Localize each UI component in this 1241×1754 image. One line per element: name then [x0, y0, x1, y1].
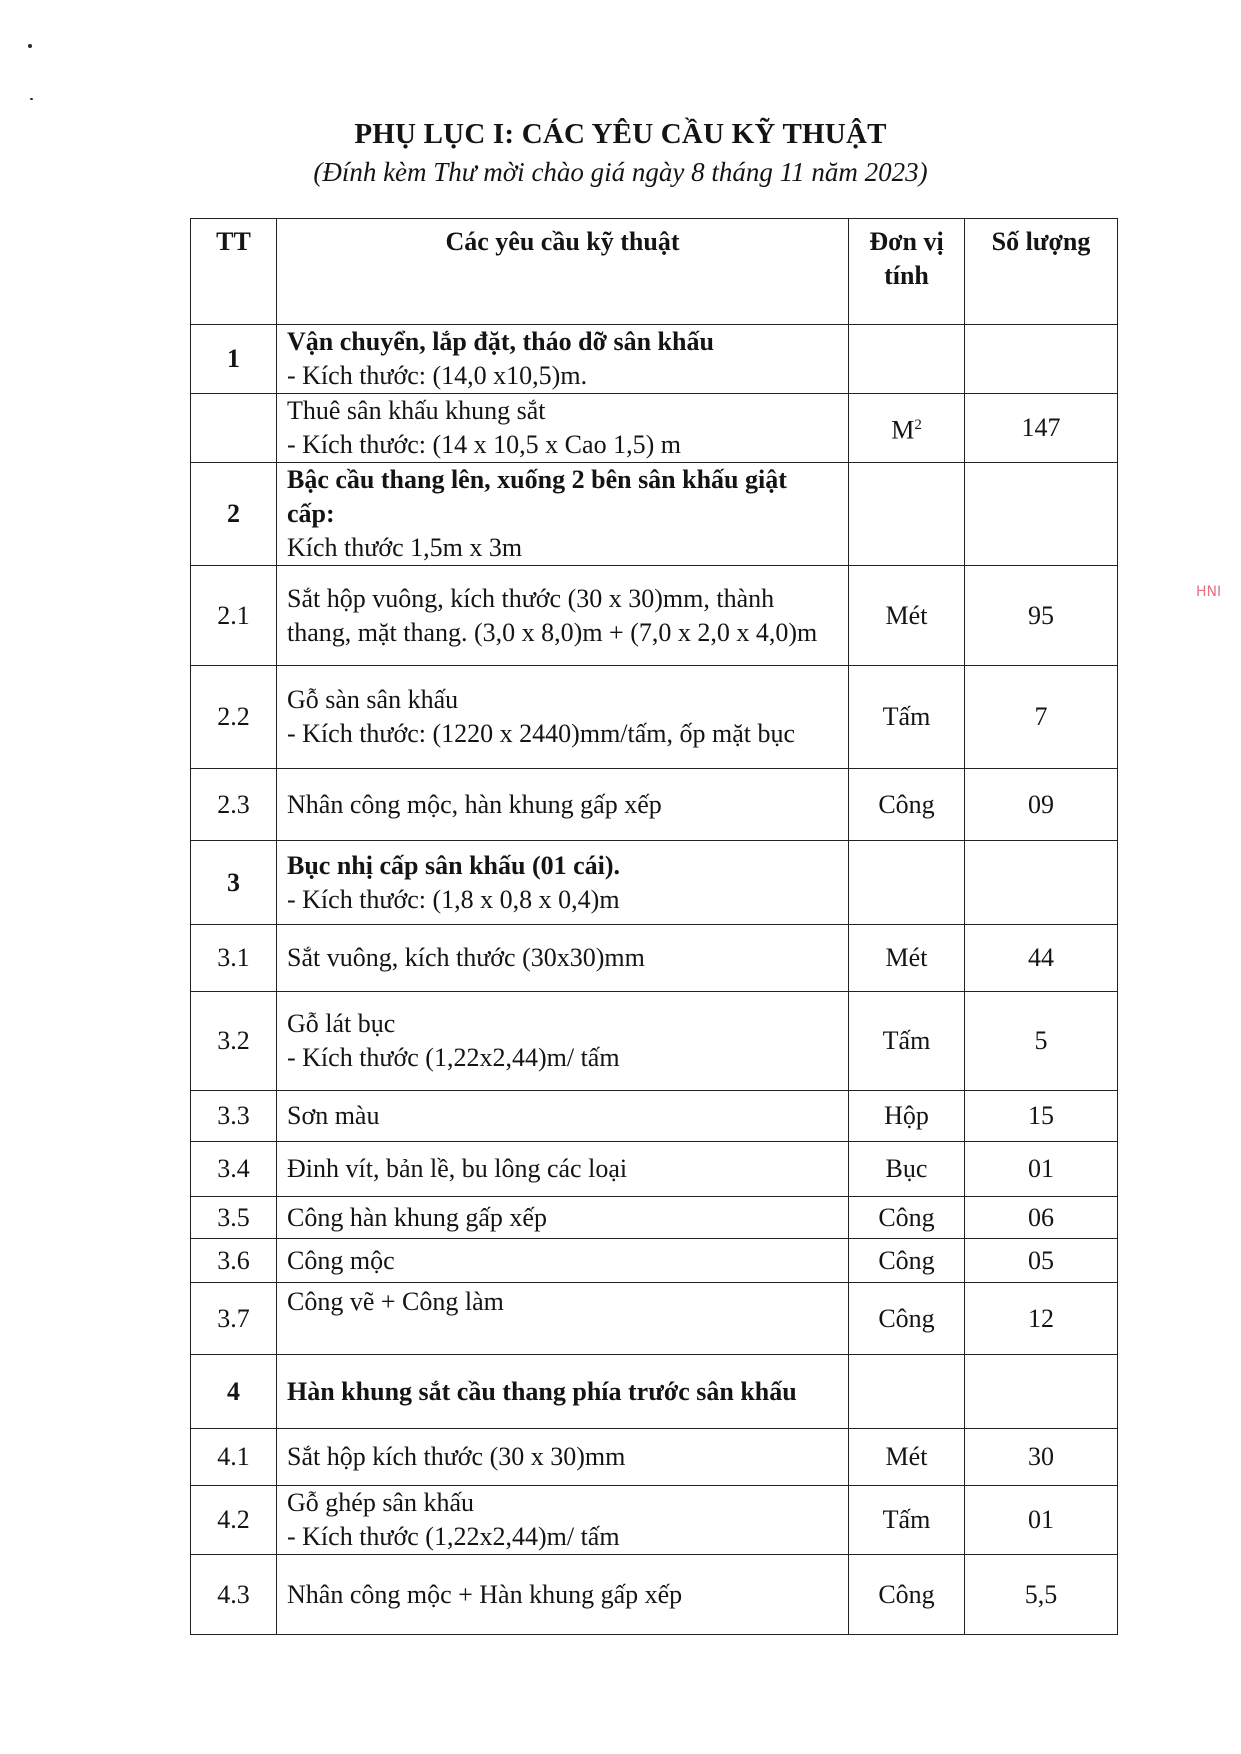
- row-quantity: 06: [965, 1197, 1118, 1239]
- table-row: [191, 1239, 1118, 1283]
- row-tt: 3.4: [191, 1142, 277, 1197]
- row-tt: 2.2: [191, 666, 277, 769]
- row-description-line: - Kích thước (1,22x2,44)m/ tấm: [287, 1522, 620, 1551]
- row-description: Đinh vít, bản lề, bu lông các loại: [277, 1142, 849, 1197]
- row-tt: 4.1: [191, 1429, 277, 1486]
- row-description: [277, 463, 849, 566]
- row-quantity: 44: [965, 925, 1118, 992]
- table-row: [191, 1555, 1118, 1635]
- row-quantity: 5: [965, 992, 1118, 1091]
- table-row: [191, 769, 1118, 841]
- row-tt: 3: [191, 841, 277, 925]
- row-unit: Công: [849, 1283, 965, 1355]
- row-description-line: - Kích thước: (1220 x 2440)mm/tấm, ốp mặt bục: [287, 719, 796, 748]
- row-quantity: 01: [965, 1142, 1118, 1197]
- row-unit: Công: [849, 1197, 965, 1239]
- stamp-mark: HNI: [1196, 584, 1222, 600]
- scan-speck: [28, 44, 32, 48]
- row-tt: 3.1: [191, 925, 277, 992]
- table-row: [191, 1283, 1118, 1355]
- table-header-row: [191, 219, 1118, 325]
- header-unit: [849, 219, 965, 325]
- row-tt: 2.1: [191, 566, 277, 666]
- row-unit: Tấm: [849, 666, 965, 769]
- row-quantity: 09: [965, 769, 1118, 841]
- row-description-line: Vận chuyển, lắp đặt, tháo dỡ sân khấu: [287, 327, 714, 356]
- row-quantity: 01: [965, 1486, 1118, 1555]
- row-description-line: - Kích thước: (14,0 x10,5)m.: [287, 361, 588, 390]
- row-quantity: 12: [965, 1283, 1118, 1355]
- row-description: Sơn màu: [277, 1091, 849, 1142]
- table-row: [191, 1429, 1118, 1486]
- row-tt: 4.3: [191, 1555, 277, 1635]
- row-description: Nhân công mộc + Hàn khung gấp xếp: [277, 1555, 849, 1635]
- table-row: [191, 463, 1118, 566]
- table-row: [191, 1486, 1118, 1555]
- row-quantity: 95: [965, 566, 1118, 666]
- row-unit: [849, 1355, 965, 1429]
- row-tt: 3.5: [191, 1197, 277, 1239]
- header-unit-line2: tính: [884, 261, 929, 290]
- row-unit: Mét: [849, 925, 965, 992]
- row-description-line: - Kích thước (1,22x2,44)m/ tấm: [287, 1043, 620, 1072]
- table-row: [191, 325, 1118, 394]
- row-tt: 2.3: [191, 769, 277, 841]
- row-description-line: Gỗ sàn sân khấu: [287, 685, 459, 714]
- row-description-line: Bậc cầu thang lên, xuống 2 bên sân khấu giật cấp:: [287, 465, 787, 528]
- row-description: Sắt vuông, kích thước (30x30)mm: [277, 925, 849, 992]
- requirements-table: [190, 218, 1118, 1635]
- table-row: [191, 666, 1118, 769]
- row-quantity: 147: [965, 394, 1118, 463]
- row-description-line: Kích thước 1,5m x 3m: [287, 533, 523, 562]
- row-unit: Tấm: [849, 1486, 965, 1555]
- row-description: Công vẽ + Công làm: [277, 1283, 849, 1355]
- header-unit-line1: Đơn vị: [869, 227, 944, 256]
- row-unit: Công: [849, 1239, 965, 1283]
- row-description: Sắt hộp kích thước (30 x 30)mm: [277, 1429, 849, 1486]
- row-description: [277, 325, 849, 394]
- row-tt: 2: [191, 463, 277, 566]
- row-description: [277, 394, 849, 463]
- row-tt: 3.3: [191, 1091, 277, 1142]
- row-description: Sắt hộp vuông, kích thước (30 x 30)mm, thành thang, mặt thang. (3,0 x 8,0)m + (7,0 x 2,0 x 4,0)m: [277, 566, 849, 666]
- row-quantity: 5,5: [965, 1555, 1118, 1635]
- scan-speck: [30, 98, 33, 100]
- row-description-line: - Kích thước: (14 x 10,5 x Cao 1,5) m: [287, 430, 681, 459]
- row-tt: 4.2: [191, 1486, 277, 1555]
- table-row: [191, 992, 1118, 1091]
- row-description-line: Gỗ lát bục: [287, 1009, 396, 1038]
- row-unit: [849, 394, 965, 463]
- row-quantity: [965, 325, 1118, 394]
- row-tt: 3.6: [191, 1239, 277, 1283]
- unit-text: M: [891, 415, 915, 445]
- table-row: [191, 841, 1118, 925]
- row-unit: Mét: [849, 1429, 965, 1486]
- table-row: [191, 1142, 1118, 1197]
- row-tt: 3.7: [191, 1283, 277, 1355]
- page-title: PHỤ LỤC I: CÁC YÊU CẦU KỸ THUẬT: [354, 118, 887, 150]
- table-row: [191, 394, 1118, 463]
- row-description-line: - Kích thước: (1,8 x 0,8 x 0,4)m: [287, 884, 620, 914]
- unit-superscript: 2: [914, 417, 922, 434]
- row-unit: Công: [849, 769, 965, 841]
- row-description-line: Gỗ ghép sân khấu: [287, 1488, 475, 1517]
- row-unit: Bục: [849, 1142, 965, 1197]
- row-quantity: 30: [965, 1429, 1118, 1486]
- table-row: [191, 566, 1118, 666]
- row-quantity: 05: [965, 1239, 1118, 1283]
- row-description: [277, 1486, 849, 1555]
- row-tt: [191, 394, 277, 463]
- header-quantity: Số lượng: [965, 219, 1118, 325]
- row-quantity: [965, 1355, 1118, 1429]
- row-tt: 1: [191, 325, 277, 394]
- row-unit: [849, 463, 965, 566]
- row-quantity: [965, 463, 1118, 566]
- row-description: Hàn khung sắt cầu thang phía trước sân khấu: [277, 1355, 849, 1429]
- row-unit: Tấm: [849, 992, 965, 1091]
- row-unit: Mét: [849, 566, 965, 666]
- table-row: [191, 1091, 1118, 1142]
- row-quantity: 7: [965, 666, 1118, 769]
- row-description: Nhân công mộc, hàn khung gấp xếp: [277, 769, 849, 841]
- row-quantity: 15: [965, 1091, 1118, 1142]
- row-unit: [849, 325, 965, 394]
- table-row: [191, 1197, 1118, 1239]
- row-quantity: [965, 841, 1118, 925]
- page-subtitle: (Đính kèm Thư mời chào giá ngày 8 tháng 11 năm 2023): [313, 157, 928, 187]
- row-tt: 4: [191, 1355, 277, 1429]
- row-tt: 3.2: [191, 992, 277, 1091]
- header-tt: TT: [191, 219, 277, 325]
- row-description: Công mộc: [277, 1239, 849, 1283]
- row-description-line: Thuê sân khấu khung sắt: [287, 396, 546, 425]
- table-row: [191, 1355, 1118, 1429]
- row-description-line: Bục nhị cấp sân khấu (01 cái).: [287, 850, 621, 880]
- row-unit: Công: [849, 1555, 965, 1635]
- row-description: Công hàn khung gấp xếp: [277, 1197, 849, 1239]
- row-description: [277, 992, 849, 1091]
- row-description: [277, 841, 849, 925]
- header-description: Các yêu cầu kỹ thuật: [277, 219, 849, 325]
- row-unit: [849, 841, 965, 925]
- row-description: [277, 666, 849, 769]
- row-unit: Hộp: [849, 1091, 965, 1142]
- table-row: [191, 925, 1118, 992]
